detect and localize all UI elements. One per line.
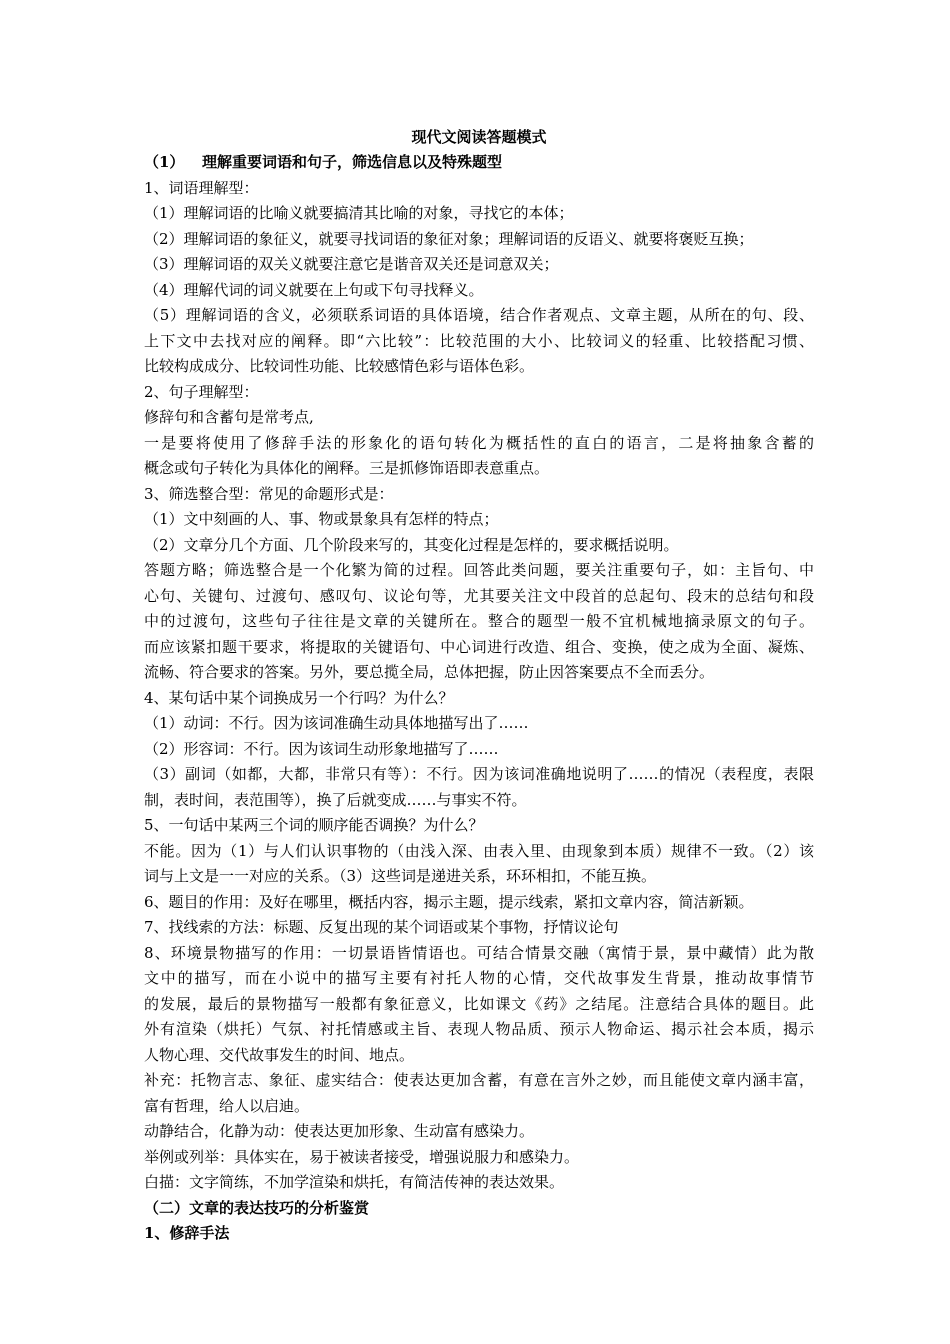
section-1-title: 理解重要词语和句子，筛选信息以及特殊题型 <box>202 153 503 171</box>
text-line: 修辞句和含蓄句是常考点, <box>144 408 314 426</box>
text-line: 概念或句子转化为具体化的阐释。三是抓修饰语即表意重点。 <box>144 459 550 477</box>
text-line: 不能。因为（1）与人们认识事物的（由浅入深、由表入里、由现象到本质）规律不一致。（2）该 <box>144 841 814 860</box>
text-line: 白描：文字简练，不加学渲染和烘托，有简洁传神的表达效果。 <box>144 1173 565 1191</box>
text-line: 而应该紧扣题干要求，将提取的关键语句、中心词进行改造、组合、变换，使之成为全面、凝炼、 <box>144 637 814 656</box>
text-line: （1）理解词语的比喻义就要搞清其比喻的对象，寻找它的本体； <box>144 204 574 222</box>
text-line: 5、一句话中某两三个词的顺序能否调换？为什么？ <box>144 816 484 834</box>
text-line: （2）文章分几个方面、几个阶段来写的，其变化过程是怎样的，要求概括说明。 <box>144 535 679 554</box>
text-line: 8、环境景物描写的作用：一切景语皆情语也。可结合情景交融（寓情于景，景中藏情）此为散 <box>144 943 814 962</box>
text-line: 一是要将使用了修辞手法的形象化的语句转化为概括性的直白的语言，二是将抽象含蓄的 <box>144 433 814 452</box>
text-line: （2）理解词语的象征义，就要寻找词语的象征对象；理解词语的反语义、就要将褒贬互换； <box>144 229 754 248</box>
text-line: （3）理解词语的双关义就要注意它是谐音双关还是词意双关； <box>144 255 559 273</box>
section-1-heading <box>144 150 814 176</box>
text-line: 1、词语理解型： <box>144 178 259 197</box>
text-line: 7、找线索的方法：标题、反复出现的某个词语或某个事物，抒情议论句 <box>144 918 619 936</box>
text-line: （2）形容词：不行。因为该词生动形象地描写了…… <box>144 739 499 758</box>
text-line: 的发展，最后的景物描写一般都有象征意义，比如课文《药》之结尾。注意结合具体的题目。此 <box>144 994 814 1013</box>
text-line: 流畅、符合要求的答案。另外，要总揽全局，总体把握，防止因答案要点不全而丢分。 <box>144 663 715 681</box>
text-line: 6、题目的作用：及好在哪里，概括内容，揭示主题，提示线索，紧扣文章内容，简洁新颖。 <box>144 892 754 911</box>
document-body <box>144 176 814 1196</box>
text-line: （5）理解词语的含义，必须联系词语的具体语境，结合作者观点、文章主题，从所在的句、段、 <box>144 306 814 324</box>
text-line: （1）文中刻画的人、事、物或景象具有怎样的特点； <box>144 510 499 528</box>
text-line: 举例或列举：具体实在，易于被读者接受，增强说服力和感染力。 <box>144 1147 580 1166</box>
text-line: 2、句子理解型： <box>144 382 259 401</box>
text-line: （3）副词（如都，大都，非常只有等）：不行。因为该词准确地说明了……的情况（表程度，表限 <box>144 765 814 783</box>
text-line: 中的过渡句，这些句子往往是文章的关键所在。整合的题型一般不宜机械地摘录原文的句子。 <box>144 612 814 630</box>
text-line: 富有哲理，给人以启迪。 <box>144 1096 310 1115</box>
text-line: 上下文中去找对应的阐释。即“六比较”：比较范围的大小、比较词义的轻重、比较搭配习惯、 <box>144 331 814 350</box>
document-title: 现代文阅读答题模式 <box>411 128 547 146</box>
text-line: 人物心理、交代故事发生的时间、地点。 <box>144 1045 415 1064</box>
text-line: 心句、关键句、过渡句、感叹句、议论句等，尤其要关注文中段首的总起句、段末的总结句和段 <box>144 586 814 605</box>
document-page <box>144 124 814 1247</box>
text-line: 文中的描写，而在小说中的描写主要有衬托人物的心情，交代故事发生背景，推动故事情节 <box>144 969 814 987</box>
text-line: 动静结合，化静为动：使表达更加形象、生动富有感染力。 <box>144 1122 535 1140</box>
section-1-number: （1） <box>144 153 185 171</box>
section-2-heading: （二）文章的表达技巧的分析鉴赏 <box>144 1198 370 1217</box>
text-line: 外有渲染（烘托）气氛、衬托情感或主旨、表现人物品质、预示人物命运、揭示社会本质，揭示 <box>144 1020 814 1038</box>
section-2-subheading: 1、修辞手法 <box>144 1224 230 1242</box>
text-line: （4）理解代词的词义就要在上句或下句寻找释义。 <box>144 280 484 299</box>
text-line: 比较构成成分、比较词性功能、比较感情色彩与语体色彩。 <box>144 357 535 375</box>
text-line: 4、某句话中某个词换成另一个行吗？为什么？ <box>144 688 454 707</box>
text-line: 3、筛选整合型：常见的命题形式是： <box>144 484 394 503</box>
text-line: 词与上文是一一对应的关系。（3）这些词是递进关系，环环相扣，不能互换。 <box>144 867 657 885</box>
text-line: 答题方略；筛选整合是一个化繁为简的过程。回答此类问题，要关注重要句子，如：主旨句、中 <box>144 561 814 579</box>
text-line: 补充：托物言志、象征、虚实结合：使表达更加含蓄，有意在言外之妙，而且能使文章内涵丰富， <box>144 1071 814 1089</box>
text-line: 制，表时间，表范围等），换了后就变成……与事实不符。 <box>144 790 527 809</box>
text-line: （1）动词：不行。因为该词准确生动具体地描写出了…… <box>144 714 529 732</box>
